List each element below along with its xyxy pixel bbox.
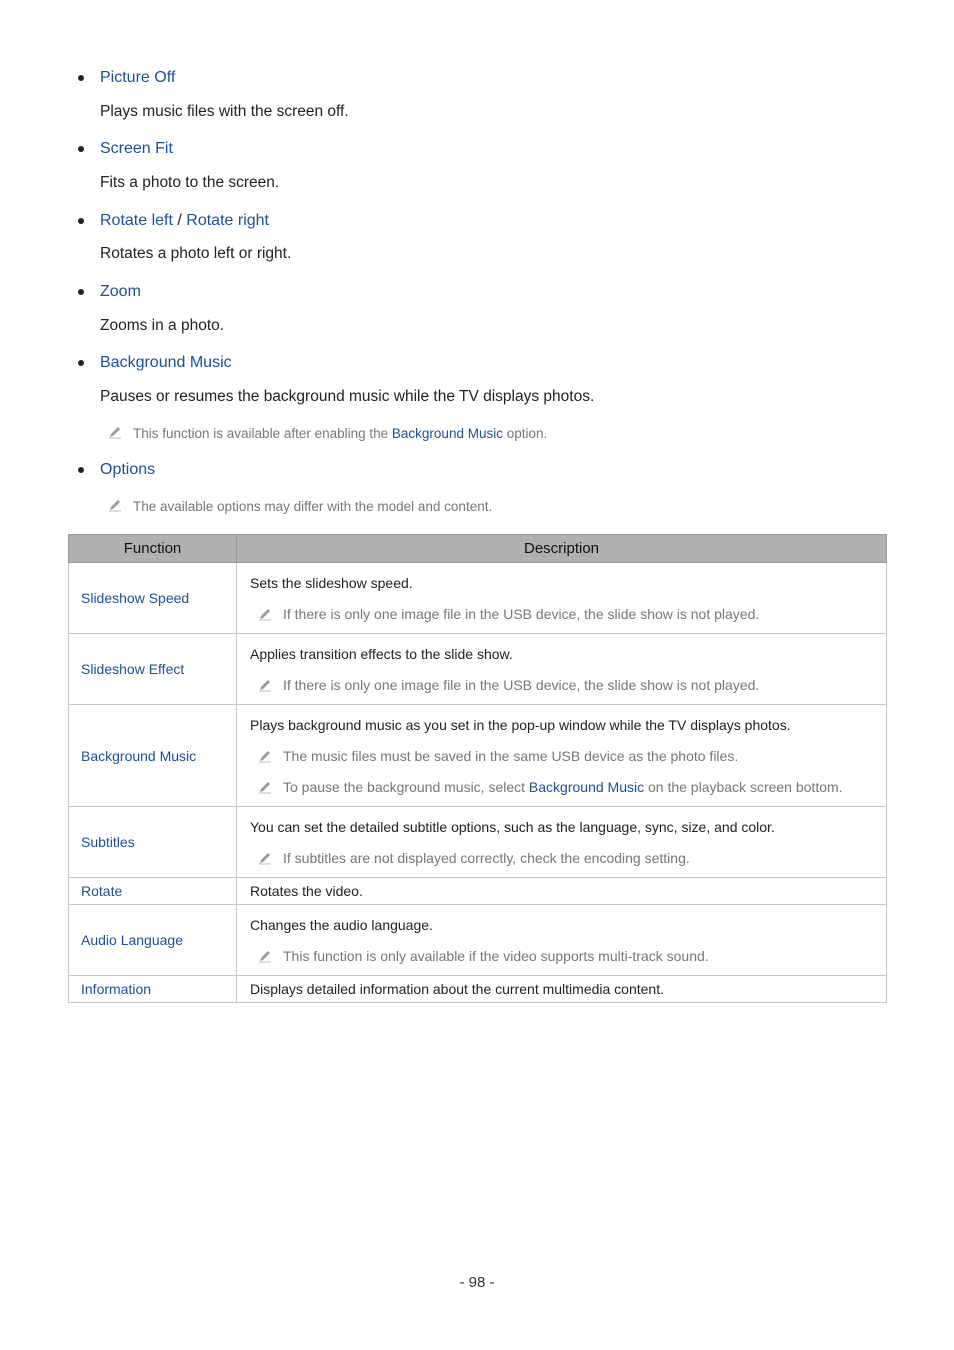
description-text: You can set the detailed subtitle options, such as the language, sync, size, and color. (250, 818, 775, 835)
pencil-note-icon (258, 607, 272, 621)
description-note (250, 778, 886, 796)
bullet-icon (78, 75, 84, 81)
note-text: To pause the background music, select (283, 778, 529, 795)
table-row (69, 563, 887, 634)
description-note (250, 849, 886, 867)
note-options: The available options may differ with the model and content. (133, 499, 493, 514)
heading-rotate-right: Rotate right (186, 212, 269, 229)
header-description: Description (237, 535, 887, 563)
note-link-background-music: Background Music (528, 778, 645, 795)
table-row (69, 878, 887, 905)
options-table (68, 534, 887, 1003)
note-background-music (133, 426, 547, 441)
description-text: Rotates the video. (250, 883, 363, 899)
heading-rotate (100, 212, 269, 230)
description-cell (237, 807, 887, 878)
function-background-music: Background Music (69, 705, 237, 807)
description-cell (237, 976, 887, 1003)
heading-screen-fit: Screen Fit (100, 140, 173, 157)
table-header-row (69, 535, 887, 563)
function-subtitles: Subtitles (69, 807, 237, 878)
description-note (250, 605, 886, 623)
heading-picture-off: Picture Off (100, 69, 176, 86)
function-rotate: Rotate (69, 878, 237, 905)
function-information: Information (69, 976, 237, 1003)
note-text-end: option. (502, 426, 548, 441)
table-row (69, 976, 887, 1003)
pencil-note-icon (108, 498, 122, 512)
note-link-background-music: Background Music (391, 426, 503, 441)
note-text: If subtitles are not displayed correctly, check the encoding setting. (283, 849, 690, 866)
desc-zoom: Zooms in a photo. (100, 317, 225, 334)
description-note (250, 676, 886, 694)
desc-screen-fit: Fits a photo to the screen. (100, 174, 280, 191)
bullet-icon (78, 289, 84, 295)
bullet-icon (78, 467, 84, 473)
desc-background-music: Pauses or resumes the background music while the TV displays photos. (100, 388, 595, 405)
table-row (69, 905, 887, 976)
heading-separator: / (172, 212, 187, 229)
table-row (69, 807, 887, 878)
pencil-note-icon (258, 851, 272, 865)
table-row (69, 705, 887, 807)
pencil-note-icon (258, 949, 272, 963)
function-slideshow-effect: Slideshow Effect (69, 634, 237, 705)
description-note (250, 947, 886, 965)
heading-rotate-left: Rotate left (100, 212, 173, 229)
description-text: Plays background music as you set in the pop-up window while the TV displays photos. (250, 716, 791, 733)
bullet-icon (78, 146, 84, 152)
pencil-note-icon (258, 780, 272, 794)
description-text: Displays detailed information about the current multimedia content. (250, 981, 664, 997)
pencil-note-icon (258, 678, 272, 692)
heading-options: Options (100, 461, 156, 478)
table-row (69, 634, 887, 705)
description-note (250, 747, 886, 765)
description-cell (237, 705, 887, 807)
note-text: If there is only one image file in the USB device, the slide show is not played. (283, 605, 760, 622)
description-cell (237, 563, 887, 634)
pencil-note-icon (258, 749, 272, 763)
page-number: - 98 - (459, 1274, 495, 1291)
description-cell (237, 878, 887, 905)
description-text: Sets the slideshow speed. (250, 574, 413, 591)
description-cell (237, 905, 887, 976)
function-audio-language: Audio Language (69, 905, 237, 976)
note-text: This function is available after enabling the (133, 426, 392, 441)
heading-zoom: Zoom (100, 283, 141, 300)
bullet-icon (78, 218, 84, 224)
note-text-end: on the playback screen bottom. (644, 778, 843, 795)
header-function: Function (69, 535, 237, 563)
description-text: Changes the audio language. (250, 916, 433, 933)
function-slideshow-speed: Slideshow Speed (69, 563, 237, 634)
note-text: If there is only one image file in the USB device, the slide show is not played. (283, 676, 760, 693)
desc-picture-off: Plays music files with the screen off. (100, 103, 349, 120)
description-text: Applies transition effects to the slide show. (250, 645, 513, 662)
heading-background-music: Background Music (100, 354, 232, 371)
description-cell (237, 634, 887, 705)
note-text: This function is only available if the video supports multi-track sound. (283, 947, 709, 964)
desc-rotate: Rotates a photo left or right. (100, 245, 292, 262)
note-text: The music files must be saved in the same USB device as the photo files. (283, 747, 739, 764)
bullet-icon (78, 360, 84, 366)
pencil-note-icon (108, 425, 122, 439)
